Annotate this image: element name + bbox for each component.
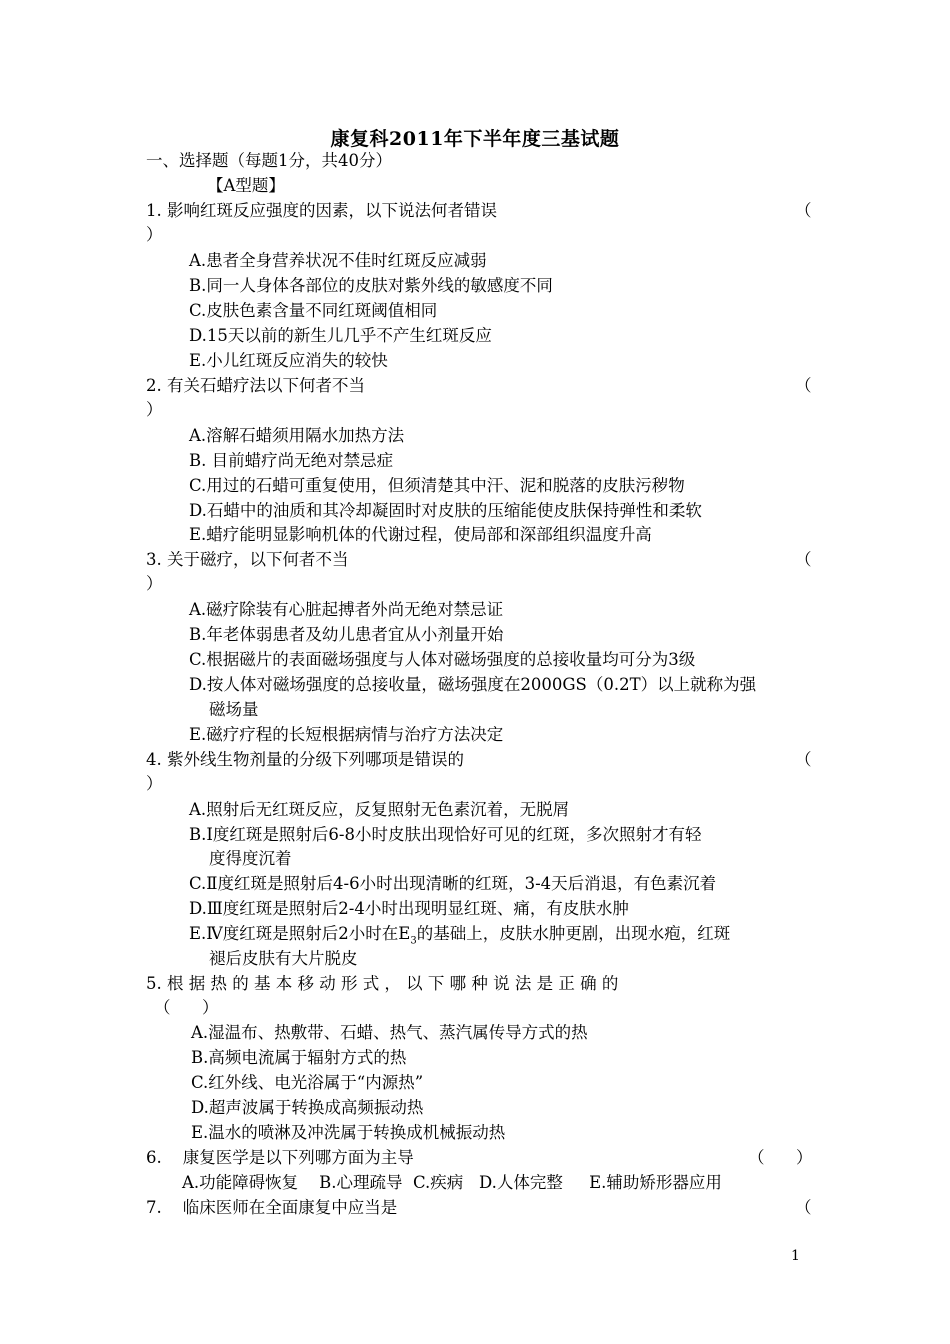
option: B.年老体弱患者及幼儿患者宜从小剂量开始	[189, 625, 504, 644]
option-continuation: 磁场量	[209, 700, 259, 719]
answer-paren-open: （	[795, 750, 812, 769]
option: B.高频电流属于辐射方式的热	[191, 1048, 407, 1067]
option: E.磁疗疗程的长短根据病情与治疗方法决定	[189, 725, 504, 744]
option: D.Ⅲ度红斑是照射后2-4小时出现明显红斑、痛，有皮肤水肿	[189, 899, 629, 918]
option: A.照射后无红斑反应，反复照射无色素沉着，无脱屑	[189, 800, 570, 819]
option: D.超声波属于转换成高频振动热	[191, 1098, 424, 1117]
answer-paren-close: ）	[146, 574, 163, 593]
option: B.Ⅰ度红斑是照射后6-8小时皮肤出现恰好可见的红斑，多次照射才有轻	[189, 825, 702, 844]
page-number: 1	[791, 1248, 800, 1264]
answer-paren: （ ）	[154, 998, 219, 1017]
option-continuation: 褪后皮肤有大片脱皮	[209, 949, 358, 968]
subscript: 3	[410, 935, 417, 947]
option: A.磁疗除装有心脏起搏者外尚无绝对禁忌证	[189, 600, 504, 619]
answer-paren-close: ）	[146, 225, 163, 244]
option: D.石蜡中的油质和其冷却凝固时对皮肤的压缩能使皮肤保持弹性和柔软	[189, 501, 702, 520]
option: C.用过的石蜡可重复使用，但须清楚其中汗、泥和脱落的皮肤污秽物	[189, 476, 685, 495]
question-stem: 4. 紫外线生物剂量的分级下列哪项是错误的	[146, 750, 464, 769]
answer-paren-close: ）	[146, 774, 163, 793]
option: D.15天以前的新生儿几乎不产生红斑反应	[189, 326, 492, 345]
option: B.同一人身体各部位的皮肤对紫外线的敏感度不同	[189, 276, 553, 295]
option: E.温水的喷淋及冲洗属于转换成机械振动热	[191, 1123, 506, 1142]
question-type-label: 【A型题】	[207, 176, 285, 195]
answer-paren-open: （	[795, 376, 812, 395]
option: C.红外线、电光浴属于“内源热”	[191, 1073, 424, 1092]
option: C.根据磁片的表面磁场强度与人体对磁场强度的总接收量均可分为3级	[189, 650, 696, 669]
option-row: A.功能障碍恢复 B.心理疏导 C.疾病 D.人体完整 E.辅助矫形器应用	[182, 1173, 722, 1192]
question-stem: 7. 临床医师在全面康复中应当是	[146, 1198, 398, 1217]
option-text: 的基础上，皮肤水肿更剧，出现水疱，红斑	[416, 924, 731, 943]
option: E.小儿红斑反应消失的较快	[189, 351, 388, 370]
option: C.Ⅱ度红斑是照射后4-6小时出现清晰的红斑，3-4天后消退，有色素沉着	[189, 874, 717, 893]
section-heading: 一、选择题（每题1分，共40分）	[146, 151, 392, 170]
option-text: E.Ⅳ度红斑是照射后2小时在E	[189, 924, 411, 943]
answer-paren-open: （	[795, 1198, 812, 1217]
answer-paren-open: （	[795, 201, 812, 220]
question-stem: 5. 根 据 热 的 基 本 移 动 形 式 ， 以 下 哪 种 说 法 是 正 确 的	[146, 974, 619, 993]
question-stem: 1. 影响红斑反应强度的因素，以下说法何者错误	[146, 201, 497, 220]
option-continuation: 度得度沉着	[209, 849, 292, 868]
question-stem: 6. 康复医学是以下列哪方面为主导	[146, 1148, 414, 1167]
answer-paren: （ ）	[748, 1148, 813, 1167]
option: B. 目前蜡疗尚无绝对禁忌症	[189, 451, 394, 470]
answer-paren-open: （	[795, 550, 812, 569]
option: A.患者全身营养状况不佳时红斑反应减弱	[189, 251, 487, 270]
option: A.溶解石蜡须用隔水加热方法	[189, 426, 405, 445]
option: E.蜡疗能明显影响机体的代谢过程，使局部和深部组织温度升高	[189, 525, 652, 544]
page-title: 康复科2011年下半年度三基试题	[330, 128, 620, 150]
question-stem: 2. 有关石蜡疗法以下何者不当	[146, 376, 365, 395]
answer-paren-close: ）	[146, 400, 163, 419]
question-stem: 3. 关于磁疗，以下何者不当	[146, 550, 349, 569]
option: A.湿温布、热敷带、石蜡、热气、蒸汽属传导方式的热	[191, 1023, 588, 1042]
option: D.按人体对磁场强度的总接收量，磁场强度在2000GS（0.2T）以上就称为强	[189, 675, 757, 694]
option: C.皮肤色素含量不同红斑阈值相同	[189, 301, 438, 320]
